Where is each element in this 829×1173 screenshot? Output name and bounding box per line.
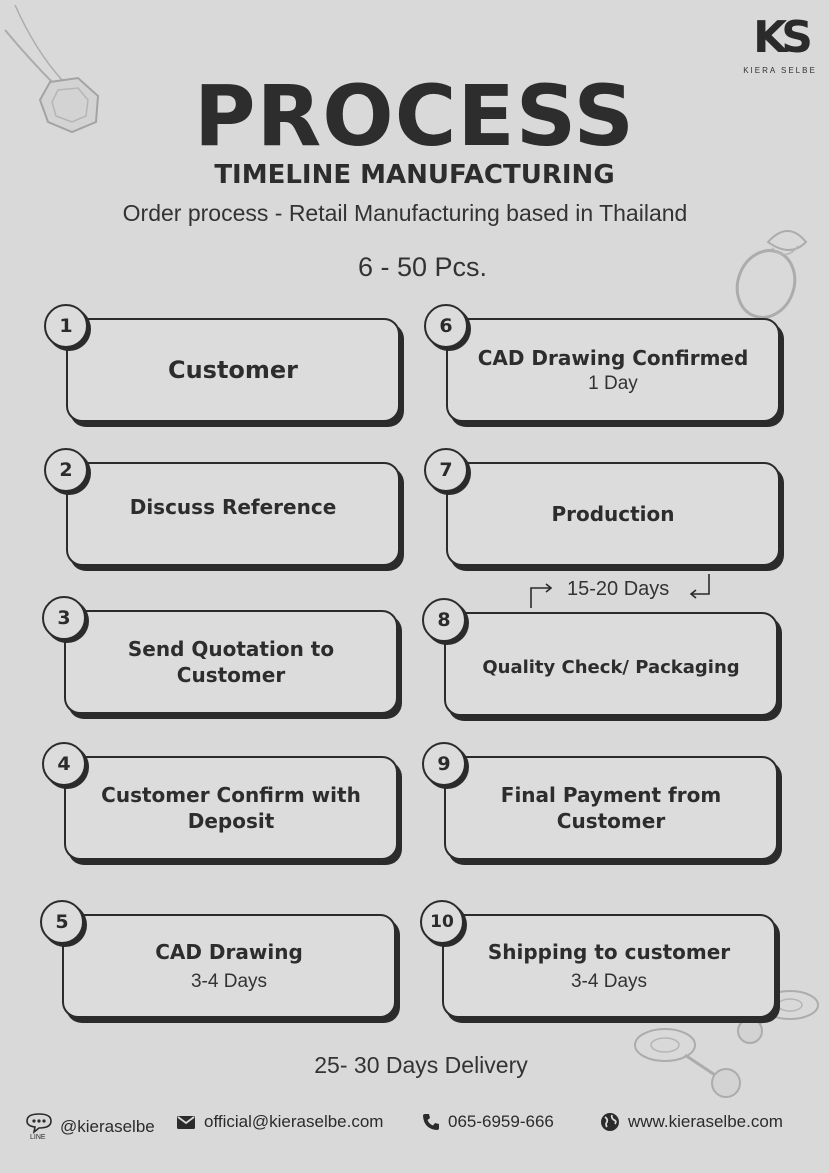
step-card (64, 756, 398, 860)
quantity-range: 6 - 50 Pcs. (357, 252, 488, 282)
step-card (64, 610, 398, 714)
step-name: Production (551, 502, 675, 526)
page-description: Order process - Retail Manufacturing based in Thailand (122, 200, 688, 226)
step-number: 9 (422, 742, 466, 786)
line-icon-label: LINE (30, 1134, 46, 1141)
line-id: @kieraselbe (60, 1117, 155, 1136)
production-duration-connector (525, 574, 715, 610)
step-card (444, 612, 778, 716)
step-number: 6 (424, 304, 468, 348)
step-duration: 3-4 Days (570, 971, 648, 992)
step-name: Customer Confirm with Deposit (101, 783, 361, 833)
connector-label: 15-20 Days (567, 578, 670, 600)
step-name: Shipping to customer (487, 940, 731, 964)
phone-number: 065-6959-666 (448, 1112, 554, 1131)
step-name: Final Payment from Customer (500, 783, 722, 833)
step-card (66, 318, 400, 422)
step-card (446, 462, 780, 566)
step-number: 2 (44, 448, 88, 492)
website-url: www.kieraselbe.com (628, 1112, 783, 1131)
email-contact[interactable] (176, 1112, 383, 1132)
step-9 (422, 753, 756, 860)
step-card (446, 318, 780, 422)
line-contact[interactable] (24, 1112, 155, 1142)
mail-icon (176, 1115, 196, 1130)
step-card (62, 914, 396, 1018)
step-number: 8 (422, 598, 466, 642)
brand-monogram: KS (753, 12, 807, 63)
page-title: PROCESS (194, 67, 635, 165)
step-number: 10 (420, 900, 464, 944)
website-contact[interactable] (600, 1112, 783, 1132)
step-card (442, 914, 776, 1018)
contact-footer (24, 1112, 814, 1144)
total-delivery: 25- 30 Days Delivery (314, 1052, 528, 1078)
phone-icon (422, 1113, 440, 1131)
step-name: CAD Drawing (155, 940, 303, 964)
brand-name: KIERA SELBE (743, 66, 817, 75)
step-duration: 3-4 Days (190, 971, 268, 992)
step-number: 7 (424, 448, 468, 492)
step-name: Discuss Reference (129, 495, 337, 519)
step-card (444, 756, 778, 860)
step-5 (40, 911, 374, 1018)
step-number: 5 (40, 900, 84, 944)
step-4 (42, 753, 376, 860)
step-name: Send Quotation to Customer (127, 637, 335, 687)
step-7 (424, 459, 758, 566)
email-address: official@kieraselbe.com (204, 1112, 384, 1131)
step-number: 4 (42, 742, 86, 786)
step-10 (420, 914, 754, 1018)
step-2 (44, 459, 378, 566)
step-name: Customer (167, 356, 299, 384)
step-1 (44, 315, 378, 422)
page-subtitle: TIMELINE MANUFACTURING (214, 160, 615, 190)
step-6 (424, 315, 758, 422)
step-8 (422, 609, 756, 716)
phone-contact[interactable] (422, 1112, 554, 1132)
line-chat-icon (24, 1112, 54, 1142)
step-3 (42, 607, 376, 714)
step-name: Quality Check/ Packaging (482, 657, 740, 678)
step-duration: 1 Day (588, 373, 638, 394)
globe-icon (600, 1112, 620, 1132)
step-name: CAD Drawing Confirmed (477, 346, 749, 370)
step-card (66, 462, 400, 566)
step-number: 1 (44, 304, 88, 348)
step-number: 3 (42, 596, 86, 640)
